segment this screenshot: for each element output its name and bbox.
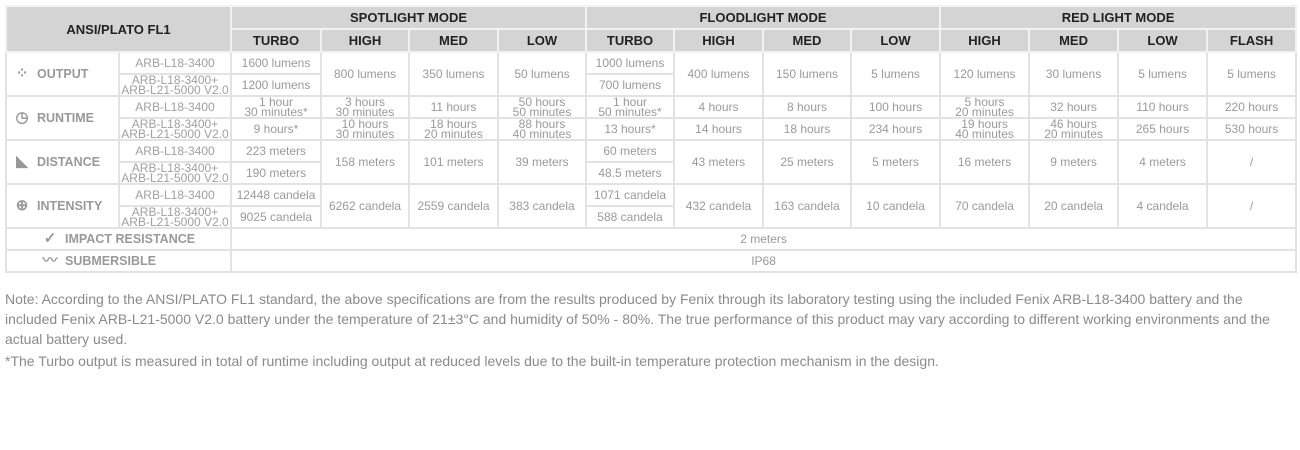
mode-header: RED LIGHT MODE xyxy=(940,6,1296,29)
metric-label-cell xyxy=(6,250,231,272)
level-header: MED xyxy=(1029,29,1118,52)
metric-label: IMPACT RESISTANCE xyxy=(65,231,196,246)
value-cell: 234 hours xyxy=(851,118,940,140)
value-cell: 18 hours xyxy=(763,118,851,140)
value-cell: 110 hours xyxy=(1118,96,1207,118)
metric-label: OUTPUT xyxy=(37,66,89,81)
value-cell: 4 hours xyxy=(674,96,763,118)
value-cell: 50 hours 50 minutes xyxy=(498,96,586,118)
metric-label-cell xyxy=(6,140,119,184)
value-cell: 70 candela xyxy=(940,184,1029,228)
battery-label: ARB-L18-3400+ ARB-L21-5000 V2.0 xyxy=(119,118,231,140)
value-cell: 13 hours* xyxy=(586,118,674,140)
value-cell: 50 lumens xyxy=(498,52,586,96)
impact-check-icon: ✓ xyxy=(43,230,57,248)
level-header: HIGH xyxy=(674,29,763,52)
battery-label: ARB-L18-3400+ ARB-L21-5000 V2.0 xyxy=(119,162,231,184)
output-icon: ⁘ xyxy=(15,65,29,83)
value-cell: 39 meters xyxy=(498,140,586,184)
value-cell: 9 meters xyxy=(1029,140,1118,184)
value-cell: 8 hours xyxy=(763,96,851,118)
table-row xyxy=(6,96,1296,118)
value-cell: 16 meters xyxy=(940,140,1029,184)
value-cell: 4 meters xyxy=(1118,140,1207,184)
value-cell: 190 meters xyxy=(231,162,321,184)
value-cell: 1200 lumens xyxy=(231,74,321,96)
metric-label-cell xyxy=(6,184,119,228)
level-header: LOW xyxy=(498,29,586,52)
value-cell: 1000 lumens xyxy=(586,52,674,74)
battery-label: ARB-L18-3400+ ARB-L21-5000 V2.0 xyxy=(119,74,231,96)
value-cell: 12448 candela xyxy=(231,184,321,206)
value-cell: 60 meters xyxy=(586,140,674,162)
level-header: HIGH xyxy=(940,29,1029,52)
value-cell: 800 lumens xyxy=(321,52,409,96)
value-cell: 2 meters xyxy=(231,228,1296,250)
level-header: FLASH xyxy=(1207,29,1296,52)
spec-table xyxy=(5,5,1297,273)
value-cell: 150 lumens xyxy=(763,52,851,96)
metric-label: RUNTIME xyxy=(37,110,94,125)
battery-label: ARB-L18-3400 xyxy=(119,184,231,206)
value-cell: 5 hours 20 minutes xyxy=(940,96,1029,118)
value-cell: 588 candela xyxy=(586,206,674,228)
value-cell: 1071 candela xyxy=(586,184,674,206)
level-header: MED xyxy=(409,29,498,52)
level-header: TURBO xyxy=(586,29,674,52)
level-header: MED xyxy=(763,29,851,52)
value-cell: 20 candela xyxy=(1029,184,1118,228)
battery-label: ARB-L18-3400+ ARB-L21-5000 V2.0 xyxy=(119,206,231,228)
level-header: LOW xyxy=(851,29,940,52)
turbo-footnote: *The Turbo output is measured in total of runtime including output at reduced levels due to the built-in temperature protection mechanism in the design. xyxy=(5,353,939,369)
value-cell: 5 lumens xyxy=(1118,52,1207,96)
value-cell: 158 meters xyxy=(321,140,409,184)
value-cell: / xyxy=(1207,184,1296,228)
table-row xyxy=(6,228,1296,250)
value-cell: 383 candela xyxy=(498,184,586,228)
value-cell: 43 meters xyxy=(674,140,763,184)
value-cell: 88 hours 40 minutes xyxy=(498,118,586,140)
metric-label-cell xyxy=(6,52,119,96)
distance-icon: ◣ xyxy=(16,153,28,171)
notes xyxy=(5,289,1295,371)
value-cell: 530 hours xyxy=(1207,118,1296,140)
value-cell: 14 hours xyxy=(674,118,763,140)
metric-label-cell xyxy=(6,228,231,250)
mode-header: FLOODLIGHT MODE xyxy=(586,6,940,29)
level-header: TURBO xyxy=(231,29,321,52)
battery-label: ARB-L18-3400 xyxy=(119,96,231,118)
value-cell: 120 lumens xyxy=(940,52,1029,96)
value-cell: 10 candela xyxy=(851,184,940,228)
value-cell: 46 hours 20 minutes xyxy=(1029,118,1118,140)
value-cell: 220 hours xyxy=(1207,96,1296,118)
submersible-icon: 〰 xyxy=(42,252,58,270)
value-cell: 32 hours xyxy=(1029,96,1118,118)
value-cell: 2559 candela xyxy=(409,184,498,228)
value-cell: 4 candela xyxy=(1118,184,1207,228)
value-cell: 10 hours 30 minutes xyxy=(321,118,409,140)
value-cell: 350 lumens xyxy=(409,52,498,96)
metric-label: INTENSITY xyxy=(37,198,103,213)
value-cell: 48.5 meters xyxy=(586,162,674,184)
mode-header: SPOTLIGHT MODE xyxy=(231,6,586,29)
value-cell: 400 lumens xyxy=(674,52,763,96)
table-row xyxy=(6,140,1296,162)
metric-label: SUBMERSIBLE xyxy=(65,253,156,268)
value-cell: 1 hour 50 minutes* xyxy=(586,96,674,118)
value-cell: 223 meters xyxy=(231,140,321,162)
value-cell: 6262 candela xyxy=(321,184,409,228)
battery-label: ARB-L18-3400 xyxy=(119,52,231,74)
level-header: LOW xyxy=(1118,29,1207,52)
value-cell: 101 meters xyxy=(409,140,498,184)
value-cell: 163 candela xyxy=(763,184,851,228)
value-cell: 1600 lumens xyxy=(231,52,321,74)
value-cell: 432 candela xyxy=(674,184,763,228)
table-row xyxy=(6,250,1296,272)
table-row xyxy=(6,184,1296,206)
value-cell: 3 hours 30 minutes xyxy=(321,96,409,118)
value-cell: 9 hours* xyxy=(231,118,321,140)
intensity-icon: ⊕ xyxy=(15,197,29,215)
value-cell: 11 hours xyxy=(409,96,498,118)
value-cell: 9025 candela xyxy=(231,206,321,228)
value-cell: 5 lumens xyxy=(851,52,940,96)
metric-label-cell xyxy=(6,96,119,140)
table-row xyxy=(6,52,1296,74)
value-cell: 30 lumens xyxy=(1029,52,1118,96)
battery-label: ARB-L18-3400 xyxy=(119,140,231,162)
value-cell: 5 lumens xyxy=(1207,52,1296,96)
standard-header: ANSI/PLATO FL1 xyxy=(6,6,231,52)
standard-note: Note: According to the ANSI/PLATO FL1 standard, the above specifications are from the results produced by Fenix through its laboratory testing using the included Fenix ARB-L18-3400 battery and the included Fenix ARB-L21-5000 V2.0 battery under the temperature of 21±3°C and humidity of 50% - 80%. The true performance of this product may vary according to different working environments and the actual battery used. xyxy=(5,291,1270,347)
value-cell: IP68 xyxy=(231,250,1296,272)
value-cell: 5 meters xyxy=(851,140,940,184)
value-cell: 25 meters xyxy=(763,140,851,184)
value-cell: 1 hour 30 minutes* xyxy=(231,96,321,118)
value-cell: 100 hours xyxy=(851,96,940,118)
value-cell: / xyxy=(1207,140,1296,184)
table-row xyxy=(6,118,1296,140)
mode-header-row xyxy=(6,6,1296,29)
metric-label: DISTANCE xyxy=(37,154,100,169)
value-cell: 700 lumens xyxy=(586,74,674,96)
value-cell: 18 hours 20 minutes xyxy=(409,118,498,140)
value-cell: 19 hours 40 minutes xyxy=(940,118,1029,140)
clock-icon: ◷ xyxy=(15,109,29,127)
value-cell: 265 hours xyxy=(1118,118,1207,140)
level-header: HIGH xyxy=(321,29,409,52)
